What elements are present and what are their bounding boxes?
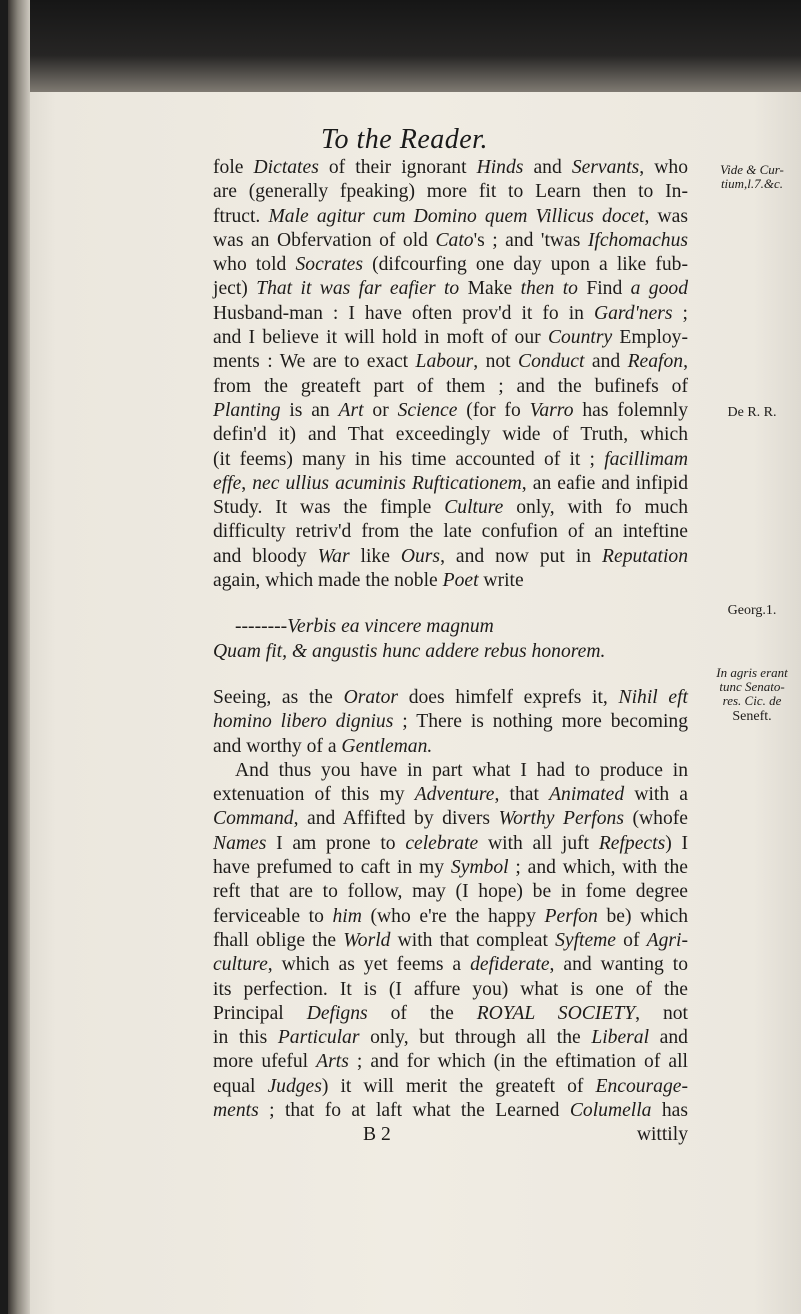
text-line xyxy=(213,1099,688,1123)
text-line xyxy=(213,326,688,350)
text-line xyxy=(213,1050,688,1074)
text-run: , not xyxy=(635,1002,688,1024)
text-run: and worthy of a xyxy=(213,735,342,757)
text-run: , and Affifted by divers xyxy=(293,808,499,830)
text-run: and xyxy=(649,1027,688,1049)
text-run: are (generally fpeaking) more fit to Learn then to In- xyxy=(213,181,688,203)
text-run: Orator xyxy=(343,686,399,708)
paragraph-2 xyxy=(213,686,688,1123)
text-run: ) I xyxy=(665,832,688,854)
text-run: Command xyxy=(213,808,294,830)
text-line xyxy=(213,496,688,520)
text-run: Culture xyxy=(444,497,504,519)
text-run: Seeing, as the xyxy=(213,686,344,708)
text-run: And thus you have in part what I had to produce in xyxy=(235,759,688,781)
text-line xyxy=(213,1026,688,1050)
text-run: of xyxy=(616,929,647,951)
text-run: ; xyxy=(672,302,688,324)
text-line xyxy=(213,929,688,953)
text-run: of their ignorant xyxy=(318,157,477,178)
text-run: Arts xyxy=(316,1051,349,1073)
text-run: , who xyxy=(639,157,688,178)
text-run: Reputation xyxy=(602,545,689,567)
text-run: from the greateft part of them ; and the bufinefs of xyxy=(213,375,688,397)
page-gutter xyxy=(8,0,30,1314)
text-run: ments xyxy=(213,1099,259,1121)
text-run: ) it will merit the greateft of xyxy=(321,1075,596,1097)
text-run: and bloody xyxy=(213,545,318,567)
text-run: , which as yet feems a xyxy=(267,954,471,976)
text-line xyxy=(213,520,688,544)
text-line xyxy=(213,180,688,204)
text-run: equal xyxy=(213,1075,268,1097)
text-run: Employ- xyxy=(612,327,689,349)
text-run: Planting xyxy=(213,399,281,421)
text-line xyxy=(213,710,688,734)
text-line xyxy=(213,686,688,710)
text-run: Male agitur cum Domino quem Villicus docet xyxy=(268,205,645,227)
text-run: ; and for which (in the eftimation of all xyxy=(348,1051,689,1073)
text-run: , that xyxy=(494,784,550,806)
text-run: a good xyxy=(630,278,688,300)
text-run: , and now put in xyxy=(440,545,603,567)
text-line xyxy=(213,978,688,1002)
text-run: culture xyxy=(213,954,268,976)
running-header: To the Reader. xyxy=(321,124,488,155)
text-run: like xyxy=(349,545,401,567)
text-line xyxy=(213,569,688,593)
catchword: wittily xyxy=(636,1124,688,1146)
text-line xyxy=(213,375,688,399)
text-run: Science xyxy=(397,399,458,421)
text-run: Animated xyxy=(549,784,625,806)
text-run: then to xyxy=(520,278,578,300)
text-line xyxy=(213,205,688,229)
text-run: ferviceable to xyxy=(213,905,333,927)
text-run: ; There is nothing more becoming xyxy=(393,711,688,733)
text-run: 's ; and 'twas xyxy=(473,229,588,251)
text-run: Servants xyxy=(571,157,640,178)
margin-note-cicero: In agris erant tunc Senato- res. Cic. de xyxy=(716,665,788,708)
text-run: Symbol xyxy=(450,857,509,879)
text-line xyxy=(213,880,688,904)
text-run: Ours xyxy=(400,545,441,567)
text-run: (who e're the happy xyxy=(361,905,545,927)
text-run: Names xyxy=(213,832,267,854)
text-run: Country xyxy=(547,327,613,349)
text-run: extenuation of this my xyxy=(213,784,415,806)
text-run: Cato xyxy=(435,229,474,251)
text-line xyxy=(213,856,688,880)
verse-line-1: --------Verbis ea vincere magnum xyxy=(235,616,494,638)
text-run: , not xyxy=(473,351,519,373)
text-line xyxy=(213,1075,688,1099)
text-run: difficulty retriv'd from the late confufion of an inteftine xyxy=(213,521,688,543)
text-run: Socrates xyxy=(295,254,363,276)
text-run: and xyxy=(523,157,572,178)
text-run: Dictates xyxy=(253,157,319,178)
text-run: Particular xyxy=(277,1027,360,1049)
text-run: , was xyxy=(644,205,688,227)
text-run: fole xyxy=(213,157,254,178)
text-run: Poet xyxy=(442,570,479,592)
text-line xyxy=(213,277,688,301)
text-run: Art xyxy=(338,399,364,421)
text-run: Nihil eft xyxy=(618,686,688,708)
text-run: fhall oblige the xyxy=(213,929,344,951)
text-run: effe xyxy=(213,472,242,494)
text-run: Ifchomachus xyxy=(587,229,688,251)
text-run: Adventure xyxy=(414,784,495,806)
text-run: with a xyxy=(624,784,689,806)
text-line xyxy=(213,545,688,569)
text-run: Varro xyxy=(529,399,574,421)
text-run: Hinds xyxy=(476,157,524,178)
text-line xyxy=(213,735,688,759)
verse-line-2: Quam fit, & angustis hunc addere rebus honorem. xyxy=(213,640,606,662)
text-run: Study. It was the fimple xyxy=(213,497,445,519)
text-run: defiderate xyxy=(470,954,550,976)
text-line xyxy=(213,832,688,856)
text-run: only, but through all the xyxy=(359,1027,592,1049)
text-run: , and wanting to xyxy=(549,954,688,976)
text-line xyxy=(213,302,688,326)
text-run: its perfection. It is (I affure you) what is one of the xyxy=(213,978,688,1000)
text-run: homino libero dignius xyxy=(213,711,394,733)
text-run: him xyxy=(332,905,362,927)
text-line xyxy=(213,423,688,447)
text-run: defin'd it) and That exceedingly wide of Truth, which xyxy=(213,424,688,446)
text-run: again, which made the noble xyxy=(213,570,443,592)
text-run: reft that are to follow, may (I hope) be in fome degree xyxy=(213,881,688,903)
text-run: ments : We are to exact xyxy=(213,351,416,373)
text-line xyxy=(213,448,688,472)
text-run: Find xyxy=(577,278,631,300)
text-run: have prefumed to caft in my xyxy=(213,857,451,879)
text-line xyxy=(213,807,688,831)
text-run: nec ullius acuminis Rufticationem xyxy=(252,472,522,494)
text-run: World xyxy=(343,929,391,951)
text-run: Labour xyxy=(415,351,474,373)
text-run: does himfelf exprefs it, xyxy=(398,686,619,708)
text-run: Gard'ners xyxy=(593,302,673,324)
text-run: Husband-man : I have often prov'd it fo in xyxy=(213,302,594,324)
text-run: Reafon xyxy=(627,351,684,373)
text-run: of the xyxy=(367,1002,477,1024)
text-run: Agri- xyxy=(646,929,688,951)
text-run: Syfteme xyxy=(555,929,617,951)
text-run: , xyxy=(241,472,253,494)
paragraph-1 xyxy=(213,156,688,593)
text-run: and xyxy=(584,351,628,373)
text-run: ; and which, with the xyxy=(508,857,688,879)
text-line xyxy=(213,229,688,253)
text-run: (it feems) many in his time accounted of it ; xyxy=(213,448,605,470)
text-run: is an xyxy=(280,399,339,421)
text-run: Perfon xyxy=(544,905,598,927)
text-run: Gentleman. xyxy=(341,735,433,757)
text-line xyxy=(213,399,688,423)
text-line xyxy=(213,472,688,496)
text-run: , xyxy=(683,351,688,373)
text-run: celebrate xyxy=(405,832,479,854)
text-run: write xyxy=(478,570,524,592)
margin-note-de-re-rustica: De R. R. xyxy=(727,405,777,420)
body-text xyxy=(213,156,688,1147)
text-run: facillimam xyxy=(604,448,688,470)
text-run: who told xyxy=(213,254,296,276)
text-line xyxy=(213,953,688,977)
text-line xyxy=(213,253,688,277)
text-run: (difcourfing one day upon a like fub- xyxy=(362,254,688,276)
text-run: That it was far eafier to xyxy=(256,278,460,300)
text-run: Conduct xyxy=(518,351,585,373)
text-run: Encourage- xyxy=(595,1075,688,1097)
text-run: Columella xyxy=(569,1099,652,1121)
text-run: with all juft xyxy=(478,832,599,854)
text-run: was an Obfervation of old xyxy=(213,229,436,251)
text-run: with that compleat xyxy=(390,929,556,951)
text-run: Liberal xyxy=(591,1027,650,1049)
text-run: Worthy Perfons xyxy=(498,808,624,830)
text-run: ; that fo at laft what the Learned xyxy=(258,1099,570,1121)
text-run: more ufeful xyxy=(213,1051,317,1073)
text-line xyxy=(213,905,688,929)
text-run: (for fo xyxy=(457,399,530,421)
text-run: ROYAL SOCIETY xyxy=(476,1002,636,1024)
text-run: (whofe xyxy=(623,808,688,830)
text-run: Defigns xyxy=(306,1002,368,1024)
text-run: ject) xyxy=(213,278,257,300)
text-run: Refpects xyxy=(598,832,666,854)
margin-note-georgics: Georg.1. xyxy=(727,603,777,618)
text-run: Make xyxy=(459,278,521,300)
text-run: or xyxy=(363,399,398,421)
text-run: ftruct. xyxy=(213,205,269,227)
text-run: be) which xyxy=(597,905,688,927)
text-line xyxy=(213,759,688,783)
text-line xyxy=(213,350,688,374)
text-run: , an eafie and infipid xyxy=(521,472,688,494)
scan-top-edge xyxy=(8,0,801,92)
text-run: I am prone to xyxy=(266,832,406,854)
page-footer xyxy=(213,1123,688,1147)
signature-mark: B 2 xyxy=(363,1124,391,1146)
margin-note-seneca: Seneft. xyxy=(732,709,772,724)
text-run: only, with fo much xyxy=(503,497,688,519)
text-run: has xyxy=(651,1099,688,1121)
text-line xyxy=(213,1002,688,1026)
book-page xyxy=(8,0,801,1314)
text-line xyxy=(213,156,688,180)
text-run: Judges xyxy=(267,1075,322,1097)
text-run: Principal xyxy=(213,1002,307,1024)
text-line xyxy=(213,783,688,807)
text-run: War xyxy=(317,545,350,567)
text-run: has folemnly xyxy=(573,399,689,421)
margin-note-vide: Vide & Cur- tium,l.7.&c. xyxy=(720,162,784,191)
text-run: in this xyxy=(213,1027,278,1049)
text-run: and I believe it will hold in moft of our xyxy=(213,327,548,349)
